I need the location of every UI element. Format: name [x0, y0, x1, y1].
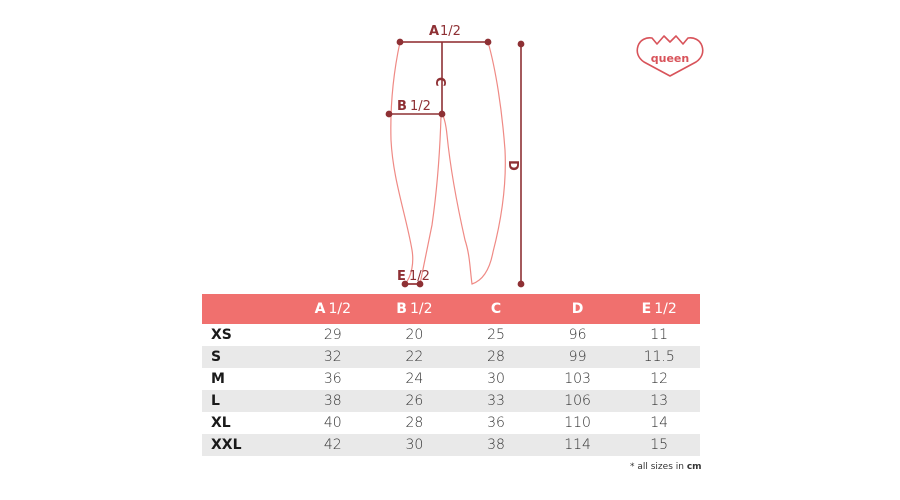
- cell-e: 12: [650, 371, 669, 387]
- cell-d: 103: [564, 371, 591, 387]
- table-row: [202, 412, 700, 434]
- table-header-row: [202, 294, 700, 324]
- table-row: [202, 324, 700, 346]
- cell-b: 30: [374, 434, 456, 456]
- cell-b: 20: [405, 327, 424, 343]
- dim-label-a: A: [429, 24, 440, 39]
- cell-a: 40: [323, 415, 342, 431]
- size-label: M: [211, 371, 225, 387]
- cell-c: 36: [487, 415, 505, 431]
- cell-a: 36: [323, 371, 342, 387]
- header-size: [202, 294, 292, 324]
- header-a: A 1/2: [292, 294, 374, 324]
- leggings-outline: [391, 42, 505, 284]
- cell-c: 33: [455, 390, 537, 412]
- cell-c: 38: [455, 434, 537, 456]
- header-e: E 1/2: [618, 294, 700, 324]
- dim-label-d: D: [505, 160, 520, 171]
- cell-d: 99: [537, 346, 619, 368]
- cell-b: 22: [374, 346, 456, 368]
- cell-d: 96: [568, 327, 587, 343]
- dim-label-e-frac: 1/2: [409, 269, 430, 284]
- dim-label-e: E: [397, 269, 406, 284]
- cell-e: 15: [618, 434, 700, 456]
- header-b: B 1/2: [374, 294, 456, 324]
- size-label: XXL: [202, 434, 292, 456]
- table-row: [202, 346, 700, 368]
- cell-b: 28: [405, 415, 424, 431]
- size-label: XL: [211, 415, 231, 431]
- units-note-prefix: * all sizes in: [630, 462, 684, 472]
- cell-c: 30: [487, 371, 505, 387]
- table-row: [202, 368, 700, 390]
- cell-b: 24: [405, 371, 424, 387]
- cell-a: 42: [292, 434, 374, 456]
- size-label: S: [202, 346, 292, 368]
- cell-e: 14: [650, 415, 669, 431]
- header-c: C: [455, 294, 537, 324]
- dimension-lines: [386, 39, 523, 286]
- cell-e: 11.5: [618, 346, 700, 368]
- units-note-unit: cm: [686, 462, 702, 472]
- cell-a: 38: [292, 390, 374, 412]
- cell-c: 28: [455, 346, 537, 368]
- dim-label-b-frac: 1/2: [410, 99, 431, 114]
- table-row: [202, 390, 700, 412]
- queen-logo: [637, 36, 703, 76]
- cell-e: 11: [650, 327, 669, 343]
- header-d: D: [537, 294, 619, 324]
- units-note: [630, 462, 700, 472]
- dim-label-b: B: [397, 99, 407, 114]
- cell-b: 26: [374, 390, 456, 412]
- cell-c: 25: [487, 327, 505, 343]
- cell-a: 32: [292, 346, 374, 368]
- size-chart-table: [202, 294, 700, 456]
- table-row: [202, 434, 700, 456]
- dim-label-a-frac: 1/2: [440, 24, 461, 39]
- cell-e: 13: [618, 390, 700, 412]
- cell-d: 114: [537, 434, 619, 456]
- size-label: XS: [211, 327, 232, 343]
- size-label: L: [202, 390, 292, 412]
- cell-d: 106: [537, 390, 619, 412]
- logo-text: queen: [650, 52, 690, 65]
- cell-a: 29: [323, 327, 342, 343]
- cell-d: 110: [564, 415, 591, 431]
- dim-label-c: C: [432, 77, 447, 87]
